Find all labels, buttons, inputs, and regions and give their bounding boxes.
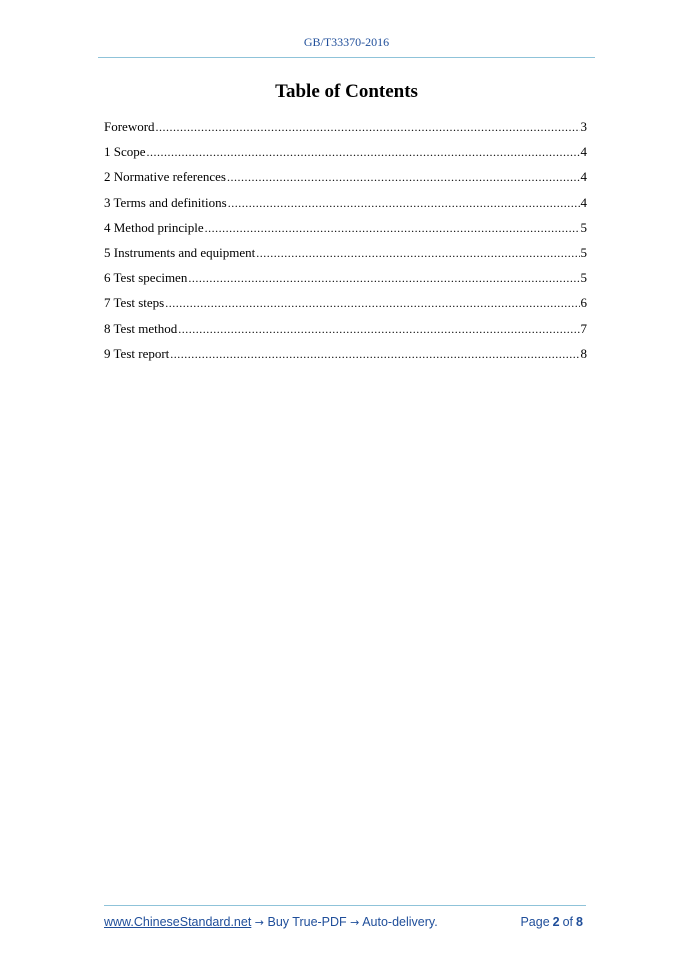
toc-dot-leader bbox=[165, 295, 579, 312]
table-of-contents bbox=[104, 118, 587, 370]
toc-entry-page: 4 bbox=[580, 194, 587, 210]
page-word: Page bbox=[520, 915, 550, 929]
toc-entry-page: 5 bbox=[580, 244, 587, 260]
toc-entry-label: 1 Scope bbox=[104, 144, 146, 160]
toc-entry-foreword[interactable] bbox=[104, 118, 587, 143]
toc-entry-terms-and-definitions[interactable] bbox=[104, 194, 587, 219]
toc-entry-label: 8 Test method bbox=[104, 320, 178, 336]
toc-entry-normative-references[interactable] bbox=[104, 168, 587, 193]
toc-dot-leader bbox=[156, 119, 580, 136]
buy-true-pdf-text: Buy True-PDF bbox=[267, 915, 347, 929]
toc-dot-leader bbox=[147, 144, 580, 161]
of-word: of bbox=[562, 915, 574, 929]
toc-entry-label: 6 Test specimen bbox=[104, 270, 188, 286]
toc-entry-test-method[interactable] bbox=[104, 320, 587, 345]
toc-dot-leader bbox=[227, 169, 580, 186]
toc-entry-instruments-and-equipment[interactable] bbox=[104, 244, 587, 269]
toc-dot-leader bbox=[228, 195, 580, 212]
toc-entry-page: 6 bbox=[580, 295, 587, 311]
toc-entry-label: 9 Test report bbox=[104, 345, 170, 361]
toc-dot-leader bbox=[178, 321, 579, 338]
arrow-right-icon: → bbox=[350, 916, 360, 929]
arrow-right-icon: → bbox=[254, 916, 265, 929]
document-number-header: GB/T33370-2016 bbox=[303, 35, 390, 49]
footer-promo bbox=[104, 915, 438, 929]
toc-entry-label: Foreword bbox=[104, 119, 155, 134]
toc-entry-scope[interactable] bbox=[104, 143, 587, 168]
toc-entry-label: 7 Test steps bbox=[104, 295, 165, 311]
toc-entry-label: 4 Method principle bbox=[104, 219, 204, 235]
toc-title: Table of Contents bbox=[275, 81, 418, 102]
toc-entry-test-steps[interactable] bbox=[104, 294, 587, 319]
header-divider bbox=[98, 57, 595, 58]
toc-entry-label: 5 Instruments and equipment bbox=[104, 244, 256, 260]
toc-dot-leader bbox=[205, 220, 580, 237]
toc-entry-page: 7 bbox=[580, 320, 587, 336]
toc-dot-leader bbox=[256, 245, 579, 262]
toc-entry-page: 3 bbox=[580, 119, 587, 134]
page-footer bbox=[104, 915, 586, 929]
toc-entry-page: 4 bbox=[580, 144, 587, 160]
toc-entry-label: 3 Terms and definitions bbox=[104, 194, 227, 210]
toc-entry-page: 4 bbox=[580, 169, 587, 185]
footer-divider bbox=[104, 905, 586, 906]
site-link[interactable]: www.ChineseStandard.net bbox=[104, 915, 252, 929]
toc-dot-leader bbox=[170, 346, 579, 363]
toc-entry-page: 8 bbox=[580, 345, 587, 361]
auto-delivery-text: Auto-delivery. bbox=[362, 915, 438, 929]
toc-entry-test-specimen[interactable] bbox=[104, 269, 587, 294]
total-pages-number: 8 bbox=[576, 915, 583, 929]
current-page-number: 2 bbox=[552, 915, 560, 929]
page-indicator bbox=[520, 915, 586, 929]
toc-dot-leader bbox=[188, 270, 579, 287]
toc-entry-method-principle[interactable] bbox=[104, 219, 587, 244]
toc-entry-page: 5 bbox=[580, 270, 587, 286]
toc-entry-page: 5 bbox=[580, 219, 587, 235]
toc-entry-test-report[interactable] bbox=[104, 345, 587, 370]
toc-entry-label: 2 Normative references bbox=[104, 169, 226, 185]
